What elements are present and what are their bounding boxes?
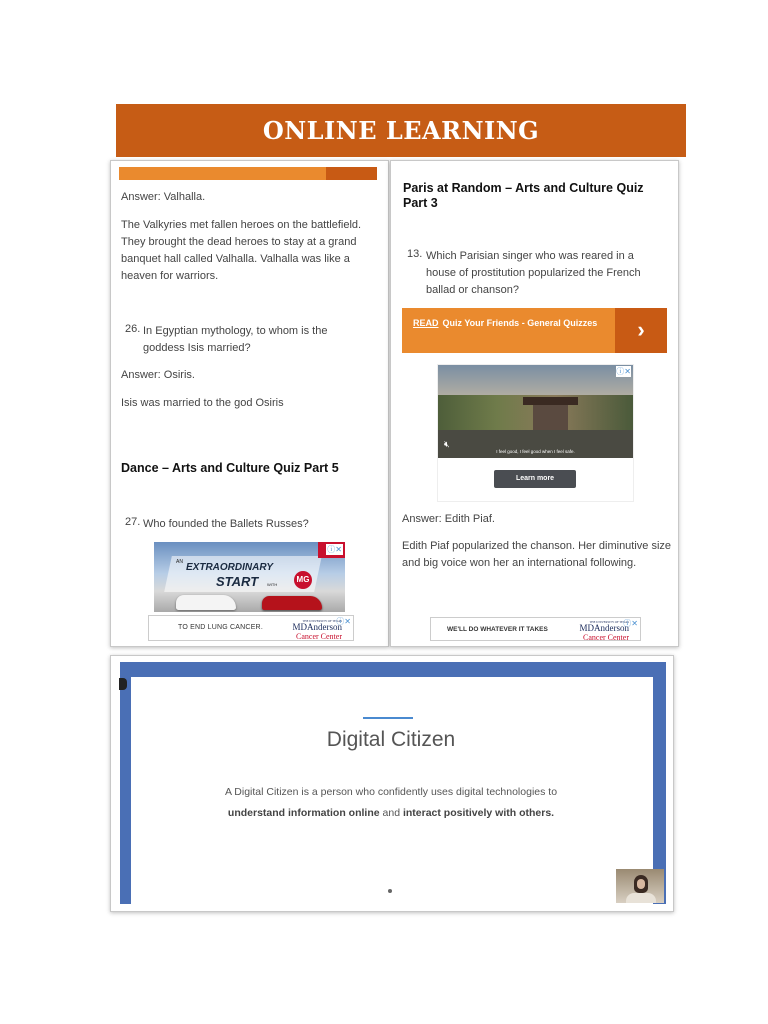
learn-more-label: Learn more (515, 475, 555, 482)
slide-bold-2: interact positively with others. (402, 807, 555, 819)
paris-section-heading[interactable]: Paris at Random – Arts and Culture Quiz Part 3 (403, 181, 644, 210)
slide-left-border (120, 662, 131, 904)
read-link-text: Quiz Your Friends - General Quizzes (442, 318, 598, 328)
ad-tagline: TO END LUNG CANCER. (178, 624, 263, 631)
slide-body-line-2 (111, 807, 671, 819)
mda-small: THE UNIVERSITY OF TEXAS (302, 619, 342, 623)
slide-corner-icon[interactable] (119, 678, 127, 690)
ad-line-3: START (216, 574, 259, 589)
car-advertisement[interactable] (154, 542, 345, 612)
osiris-explanation: Isis was married to the god Osiris (121, 397, 284, 409)
ad-tagline: WE'LL DO WHATEVER IT TAKES (447, 626, 548, 633)
video-caption: I feel good, I feel good when I feel safe. (496, 449, 575, 454)
read-banner-text (413, 315, 608, 332)
mda-sub-text: Cancer Center (583, 633, 629, 642)
read-label: READ (413, 318, 439, 328)
banner-title: ONLINE LEARNING (262, 116, 540, 145)
video-frame[interactable] (438, 365, 633, 458)
video-advertisement[interactable] (437, 364, 634, 502)
question-13-number: 13. (407, 248, 423, 260)
mda-sub-text: Cancer Center (296, 632, 342, 641)
question-26-number: 26. (125, 323, 141, 335)
ad-close-icon[interactable]: ⓘ✕ (327, 545, 342, 554)
mda-sub (282, 632, 342, 641)
read-arrow-button[interactable] (615, 308, 667, 353)
right-quiz-screenshot (390, 160, 679, 647)
webcam-shoulders (626, 893, 656, 903)
chevron-right-icon: › (637, 317, 645, 342)
answer-edith-piaf: Answer: Edith Piaf. (402, 513, 495, 525)
answer-valhalla: Answer: Valhalla. (121, 191, 206, 203)
edith-piaf-explanation: Edith Piaf popularized the chanson. Her diminutive size and big voice won her an international following. (402, 540, 672, 569)
mute-icon[interactable]: 🔇︎ (444, 439, 450, 449)
mda-small: THE UNIVERSITY OF TEXAS (589, 620, 629, 624)
slide-title: Digital Citizen (326, 728, 456, 751)
valhalla-explanation: The Valkyries met fallen heroes on the battlefield. They brought the dead heroes to stay at a grand banquet hall called Valhalla. Valhalla was like a heaven for warriors. (121, 219, 362, 282)
question-13: Which Parisian singer who was reared in a house of prostitution popularized the French ballad or chanson? (426, 250, 641, 296)
question-27-number: 27. (125, 516, 141, 528)
mda-sub (567, 633, 629, 642)
slide-body-line-1: A Digital Citizen is a person who confidently uses digital technologies to (224, 786, 558, 798)
answer-osiris: Answer: Osiris. (121, 369, 195, 381)
ad-line-2: EXTRAORDINARY (186, 562, 274, 573)
mdanderson-logo (567, 620, 629, 642)
learn-more-button[interactable] (494, 470, 576, 488)
header-banner (116, 104, 686, 157)
ad-line-1: AN (176, 559, 183, 565)
webcam-face (637, 879, 645, 889)
ad-close-icon[interactable]: ⓘ✕ (336, 617, 351, 626)
ad-with: WITH (267, 582, 278, 587)
slide-and: and (379, 807, 403, 819)
mdanderson-logo (282, 619, 342, 641)
dance-section-heading[interactable]: Dance – Arts and Culture Quiz Part 5 (121, 461, 339, 475)
slide-bold-1: understand information online (227, 807, 380, 819)
mg-logo-text: MG (296, 575, 310, 584)
white-car (176, 595, 236, 610)
mda-name: MDAnderson (579, 623, 629, 633)
read-banner[interactable] (402, 308, 667, 353)
digital-citizen-slide-screenshot (110, 655, 674, 912)
ad-close-icon[interactable]: ⓘ✕ (616, 367, 631, 376)
left-quiz-screenshot (110, 160, 389, 647)
question-27: Who founded the Ballets Russes? (143, 518, 309, 530)
red-car (262, 596, 322, 610)
slide-right-border (653, 662, 666, 904)
question-26: In Egyptian mythology, to whom is the goddess Isis married? (143, 325, 328, 354)
mg-logo (294, 571, 312, 589)
title-accent-line (363, 717, 413, 719)
slide-page-dot[interactable] (388, 889, 392, 893)
bottom-advertisement[interactable] (430, 617, 641, 641)
slide-top-border (120, 662, 666, 677)
bottom-advertisement[interactable] (148, 615, 354, 641)
mda-name: MDAnderson (292, 622, 342, 632)
video-gate-roof (523, 397, 578, 405)
webcam-thumbnail (616, 869, 664, 903)
top-orange-bar-accent (326, 167, 377, 180)
ad-close-icon[interactable]: ⓘ✕ (623, 619, 638, 628)
